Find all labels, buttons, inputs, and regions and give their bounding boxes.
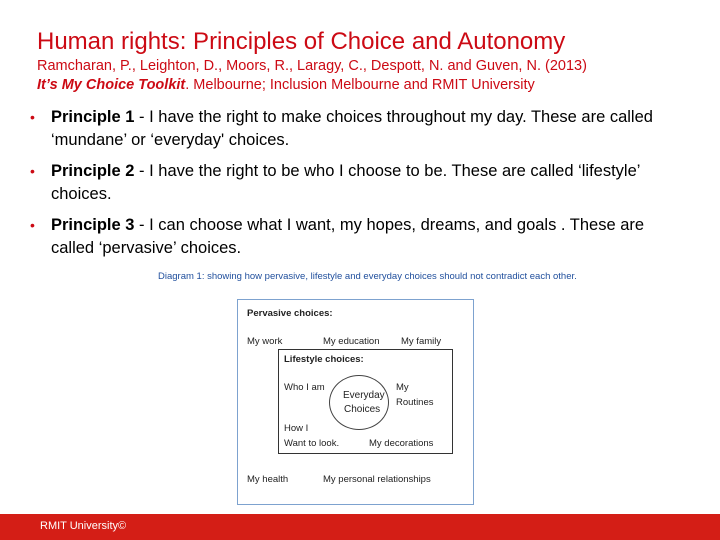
diagram-caption: Diagram 1: showing how pervasive, lifestyle and everyday choices should not contradict each other. [158, 271, 577, 282]
bullet-icon: • [30, 163, 35, 179]
citation-book-title: It’s My Choice Toolkit [37, 77, 186, 93]
pervasive-heading: Pervasive choices: [247, 308, 333, 319]
lifestyle-item: Who I am [284, 382, 325, 393]
principle-label: Principle 2 [51, 162, 135, 180]
footer-text: RMIT University© [40, 520, 127, 532]
slide-title: Human rights: Principles of Choice and Autonomy [37, 28, 566, 55]
lifestyle-item: Routines [396, 397, 434, 408]
principle-item [30, 214, 690, 260]
everyday-label-line1: Everyday [343, 390, 385, 401]
lifestyle-item: How I [284, 423, 309, 434]
footer-bar [0, 514, 720, 540]
citation [37, 57, 707, 95]
bullet-icon: • [30, 109, 35, 125]
principle-text: - I have the right to make choices throughout my day. These are called ‘mundane’ or ‘everyday' choices. [51, 108, 653, 149]
principles-list [30, 106, 690, 268]
citation-authors: Ramcharan, P., Leighton, D., Moors, R., Laragy, C., Despott, N. and Guven, N. (2013) [37, 58, 587, 74]
lifestyle-item: My decorations [369, 438, 434, 449]
pervasive-item: My work [247, 336, 283, 347]
bullet-icon: • [30, 217, 35, 233]
principle-text: - I have the right to be who I choose to be. These are called ‘lifestyle’ choices. [51, 162, 640, 203]
principle-label: Principle 3 [51, 216, 135, 234]
lifestyle-heading: Lifestyle choices: [284, 354, 364, 365]
principle-item [30, 106, 690, 152]
everyday-circle [329, 375, 389, 430]
everyday-label-line2: Choices [344, 404, 381, 415]
pervasive-item: My health [247, 474, 289, 485]
pervasive-item: My personal relationships [323, 474, 431, 485]
citation-publisher: . Melbourne; Inclusion Melbourne and RMIT University [185, 77, 535, 93]
principle-item [30, 160, 690, 206]
lifestyle-item: My [396, 382, 409, 393]
pervasive-item: My education [323, 336, 380, 347]
principle-label: Principle 1 [51, 108, 135, 126]
principle-text: - I can choose what I want, my hopes, dreams, and goals . These are called ‘pervasive’ choices. [51, 216, 645, 257]
pervasive-item: My family [401, 336, 442, 347]
lifestyle-item: Want to look. [284, 438, 340, 449]
